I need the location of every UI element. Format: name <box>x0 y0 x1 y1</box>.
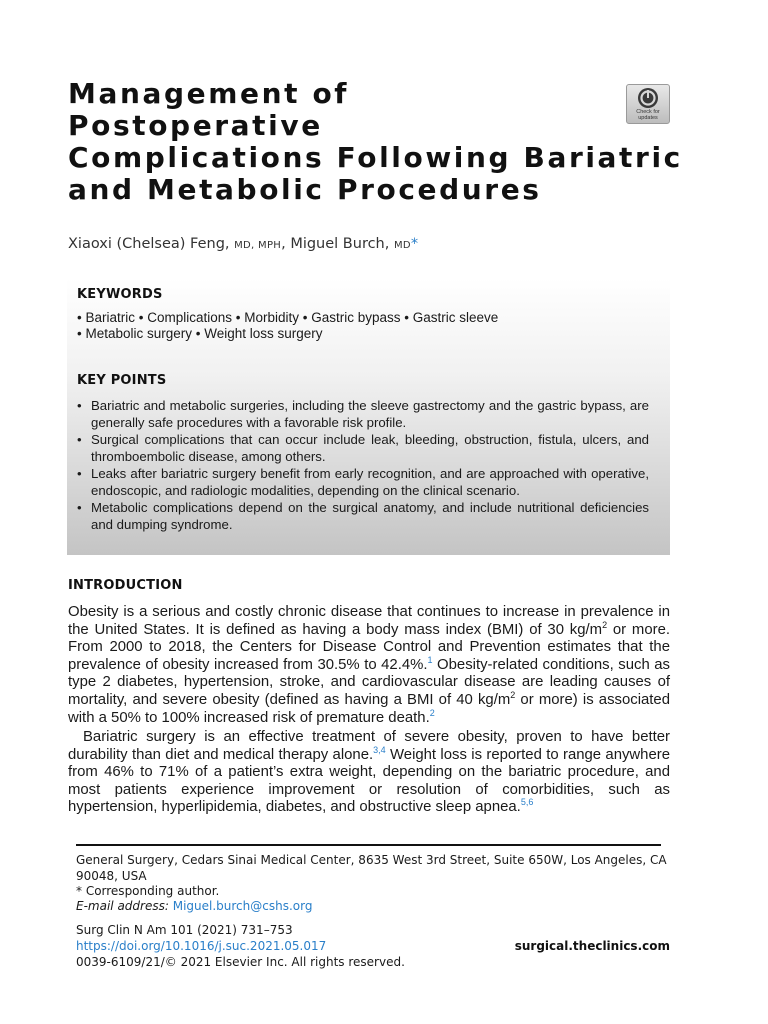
badge-text: updates <box>638 115 658 121</box>
author-list: Xiaoxi (Chelsea) Feng, MD, MPH, Miguel Burch, MD* <box>68 236 419 252</box>
key-point-item: • Bariatric and metabolic surgeries, including the sleeve gastrectomy and the gastric bypass, are generally safe procedures with a favorable risk profile. <box>77 398 649 431</box>
intro-paragraph-2: Bariatric surgery is an effective treatment of severe obesity, proven to have better durability than diet and medical therapy alone.$^{3,4}$ Weight loss is reported to range anywhere from 46% to 71% of a patient’s extra weight, depending on the bariatric procedure, and most patients experience improvement or resolution of comorbidities, such as hypertension, hyperlipidemia, diabetes, and obstructive sleep apnea.$^{5,6}$ <box>68 729 670 816</box>
author-name: Xiaoxi (Chelsea) Feng, <box>68 236 230 252</box>
doi-link[interactable]: https://doi.org/10.1016/j.suc.2021.05.017 <box>76 939 327 953</box>
email-link[interactable]: Miguel.burch@cshs.org <box>172 899 313 913</box>
check-for-updates-badge[interactable] <box>626 84 670 124</box>
corresponding-author-note: * Corresponding author. <box>76 884 220 898</box>
title-line: Management of <box>68 77 350 110</box>
author-degrees: MD <box>393 240 411 251</box>
intro-paragraph-1: Obesity is a serious and costly chronic disease that continues to increase in prevalence in the United States. It is defined as having a body mass index (BMI) of 30 $kg/m^2$ or more. From 2000 to 2018, the Centers for Disease Control and Prevention estimates that the prevalence of obesity increased from 30.5% to 42.4%.$^1$ Obesity-related conditions, such as type 2 diabetes, hypertension, stroke, and cardiovascular disease are leading causes of mortality, and severe obesity (defined as having a BMI of 40 $kg/m^2$ or more) is associated with a 50% to 100% increased risk of premature death.$^2$ <box>68 604 670 726</box>
journal-website[interactable]: surgical.theclinics.com <box>514 939 670 953</box>
copyright-line: 0039-6109/21/© 2021 Elsevier Inc. All rights reserved. <box>76 955 405 969</box>
keywords-line: • Metabolic surgery • Weight loss surgery <box>77 326 323 341</box>
citation-ref-link[interactable]: 3,4 <box>373 744 386 755</box>
email-footnote <box>76 899 676 915</box>
title-line: and Metabolic Procedures <box>68 173 542 206</box>
title-line: Postoperative <box>68 109 323 142</box>
footnote-divider <box>76 844 661 846</box>
affiliation-footnote: General Surgery, Cedars Sinai Medical Center, 8635 West 3rd Street, Suite 650W, Los Angeles, CA 90048, USA <box>76 853 667 883</box>
crossmark-icon <box>637 87 659 109</box>
introduction-heading: INTRODUCTION <box>68 578 183 593</box>
citation-ref-link[interactable]: 1 <box>427 654 433 665</box>
title-line: Complications Following Bariatric <box>68 141 683 174</box>
journal-citation: Surg Clin N Am 101 (2021) 731–753 <box>76 923 293 937</box>
email-label: E-mail address: <box>76 899 169 913</box>
key-point-item: • Surgical complications that can occur include leak, bleeding, obstruction, fistula, ulcers, and thromboembolic disease, among others. <box>77 432 649 465</box>
key-points-list <box>77 398 649 534</box>
key-point-item: • Leaks after bariatric surgery benefit from early recognition, and are approached with operative, endoscopic, and radiologic modalities, depending on the clinical scenario. <box>77 466 649 499</box>
citation-ref-link[interactable]: 2 <box>429 707 435 718</box>
citation-ref-link[interactable]: 5,6 <box>520 797 534 808</box>
keywords-line: • Bariatric • Complications • Morbidity • Gastric bypass • Gastric sleeve <box>77 310 499 325</box>
badge-text: Check for <box>636 109 660 115</box>
keywords-keypoints-box <box>67 278 670 555</box>
author-name: Miguel Burch, <box>290 236 390 252</box>
key-points-heading: KEY POINTS <box>77 373 167 388</box>
corresponding-author-mark[interactable]: * <box>410 236 419 252</box>
keywords-heading: KEYWORDS <box>77 287 163 302</box>
key-point-item: • Metabolic complications depend on the surgical anatomy, and include nutritional deficiencies and dumping syndrome. <box>77 500 649 533</box>
author-degrees: MD, MPH <box>234 240 282 251</box>
